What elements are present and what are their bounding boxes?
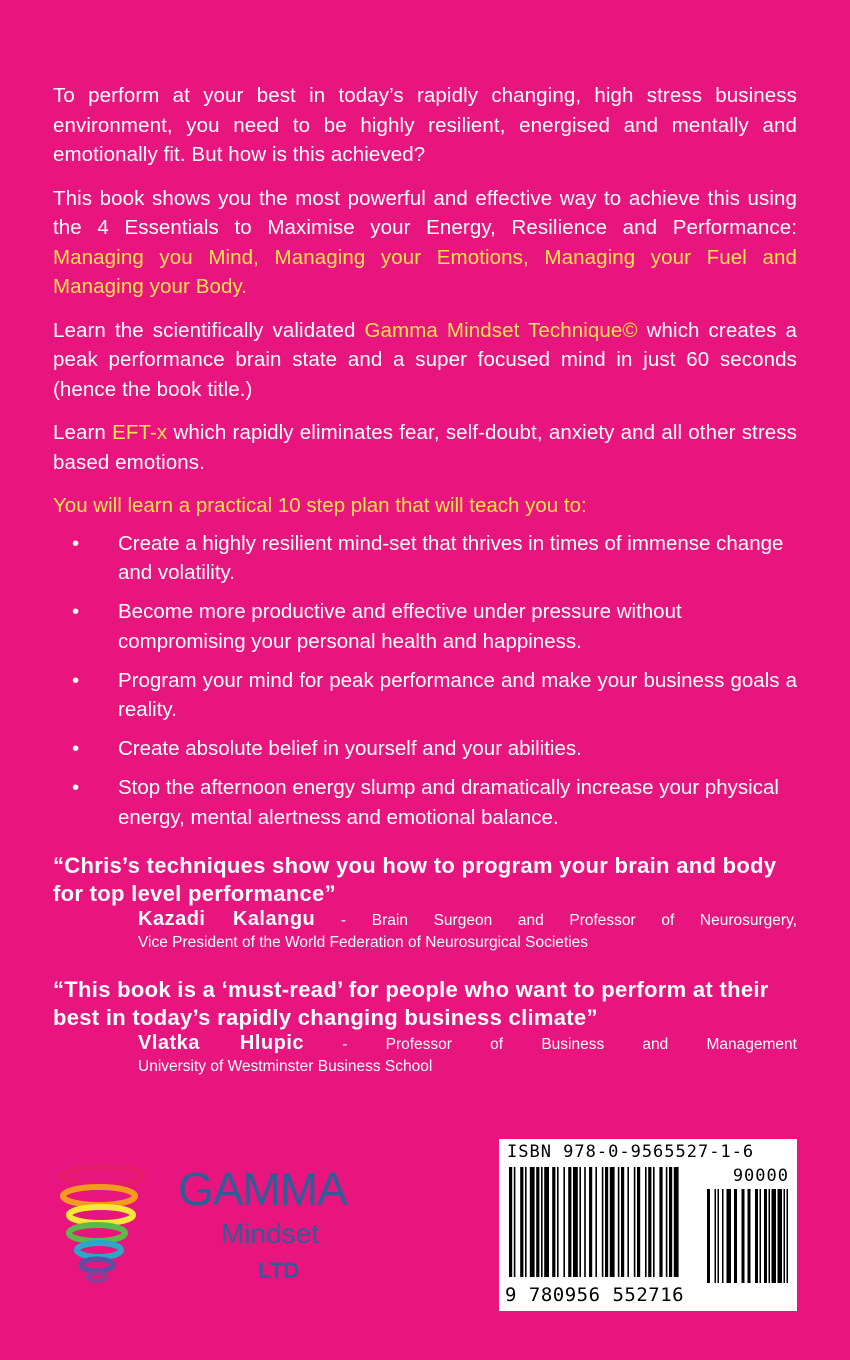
bullet-icon: • (72, 531, 80, 555)
list-item: • Create a highly resilient mind-set that thrives in times of immense change and volatility. (53, 529, 797, 588)
testimonial-author: Vlatka Hlupic (138, 1032, 305, 1054)
intro-paragraph: To perform at your best in today’s rapidly changing, high stress business environment, you need to be highly resilient, energised and mentally and emotionally fit. But how is this achieved? (53, 84, 797, 166)
bullet-icon: • (72, 668, 80, 692)
essentials-paragraph: This book shows you the most powerful and effective way to achieve this using the 4 Essentials to Maximise your Energy, Resilience and Performance: Managing you Mind, Managing your Emotions, Managing your Fuel and Managing your Body. (53, 186, 797, 298)
testimonial-hlupic (53, 976, 797, 1078)
list-item: • Become more productive and effective under pressure without compromising your personal health and happiness. (53, 597, 797, 656)
testimonial-text: “This book is a ‘must-read’ for people who want to perform at their best in today’s rapidly changing business climate” (53, 977, 769, 1030)
plan-lead: You will learn a practical 10 step plan that will teach you to: (53, 494, 587, 517)
essentials-highlight: Managing you Mind, Managing your Emotions, Managing your Fuel and Managing your Body. (53, 245, 797, 298)
swirl-icon (55, 1158, 150, 1283)
back-cover-text (53, 81, 797, 1078)
barcode-addon: 90000 (732, 1166, 789, 1186)
technique-paragraph: Learn the scientifically validated Gamma Mindset Technique© which creates a peak performance brain state and a super focused mind in just 60 seconds (hence the book title.) (53, 318, 798, 401)
isbn-text: ISBN 978-0-9565527-1-6 (507, 1142, 755, 1162)
eftx-highlight: EFT-x (112, 421, 168, 444)
logo-subtitle: Mindset (221, 1218, 320, 1249)
technique-highlight: Gamma Mindset Technique© (364, 318, 638, 342)
list-item: • Stop the afternoon energy slump and dramatically increase your physical energy, mental alertness and emotional balance. (53, 773, 797, 832)
barcode-number: 9 780956 552716 (505, 1284, 685, 1306)
testimonial-attribution: Vlatka Hlupic - Professor of Business and Management University of Westminster Business School (138, 1032, 797, 1075)
eftx-paragraph: Learn EFT-x which rapidly eliminates fear, self-doubt, anxiety and all other stress based emotions. (53, 421, 797, 474)
bullet-icon: • (72, 776, 80, 799)
plan-list (53, 529, 797, 833)
logo-name: GAMMA (178, 1163, 347, 1215)
testimonial-text: “Chris’s techniques show you how to program your brain and body for top level performance” (53, 853, 777, 906)
testimonial-author: Kazadi Kalangu (138, 908, 316, 930)
publisher-logo (55, 1158, 385, 1288)
bullet-icon: • (72, 737, 80, 760)
testimonial-kalangu (53, 852, 797, 954)
testimonial-attribution: Kazadi Kalangu - Brain Surgeon and Professor of Neurosurgery, Vice President of the World Federation of Neurosurgical Societies (138, 908, 797, 951)
logo-ltd: LTD (258, 1258, 300, 1283)
list-item: • Create absolute belief in yourself and your abilities. (53, 734, 797, 764)
bullet-icon: • (72, 600, 80, 623)
isbn-barcode (499, 1139, 797, 1311)
list-item: • Program your mind for peak performance and make your business goals a reality. (53, 666, 797, 725)
